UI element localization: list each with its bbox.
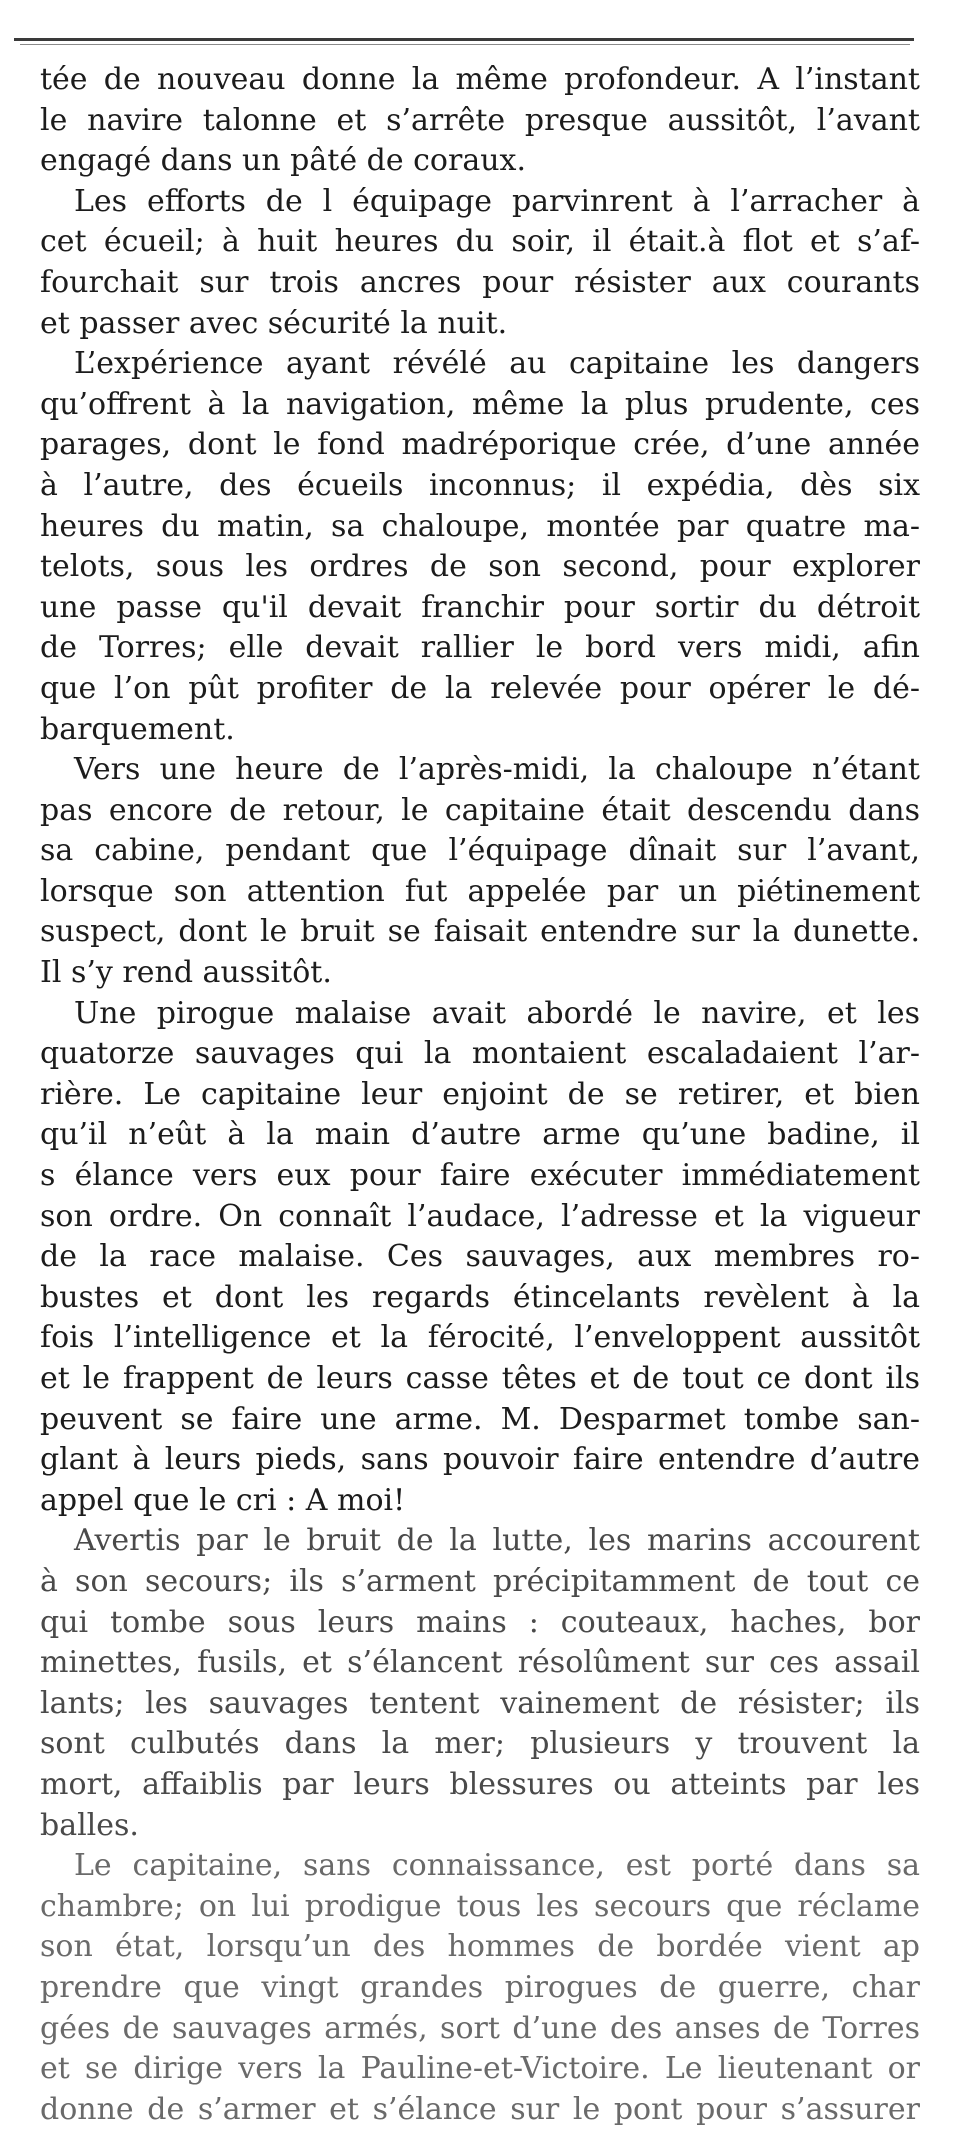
text-line: s élance vers eux pour faire exécuter immédiatement bbox=[40, 1158, 920, 1194]
top-rule bbox=[14, 38, 914, 41]
text-line: que l’on pût profiter de la relevée pour opérer le dé- bbox=[40, 670, 920, 706]
text-line: lorsque son attention fut appelée par un piétinement bbox=[40, 873, 920, 909]
text-line: sont culbutés dans la mer; plusieurs y trouvent la bbox=[40, 1726, 920, 1762]
text-line: donne de s’armer et s’élance sur le pont pour s’assurer bbox=[40, 2091, 920, 2127]
text-line: parages, dont le fond madréporique crée, d’une année bbox=[40, 427, 920, 463]
top-rule-thin bbox=[20, 44, 910, 45]
text-line: gées de sauvages armés, sort d’une des anses de Torres bbox=[40, 2010, 920, 2046]
text-line: telots, sous les ordres de son second, pour explorer bbox=[40, 549, 920, 585]
text-line: fois l’intelligence et la férocité, l’enveloppent aussitôt bbox=[40, 1320, 920, 1356]
text-line: chambre; on lui prodigue tous les secours que réclame bbox=[40, 1888, 920, 1924]
text-line: mort, affaiblis par leurs blessures ou atteints par les bbox=[40, 1766, 920, 1802]
text-line: son ordre. On connaît l’audace, l’adresse et la vigueur bbox=[40, 1198, 920, 1234]
text-line: de la race malaise. Ces sauvages, aux membres ro- bbox=[40, 1239, 920, 1275]
text-line: Le capitaine, sans connaissance, est porté dans sa bbox=[74, 1848, 920, 1884]
text-line: bustes et dont les regards étincelants revèlent à la bbox=[40, 1279, 920, 1315]
text-line: lants; les sauvages tentent vainement de résister; ils bbox=[40, 1685, 920, 1721]
text-line: et le frappent de leurs casse têtes et de tout ce dont ils bbox=[40, 1361, 920, 1396]
text-line: L’expérience ayant révélé au capitaine les dangers bbox=[74, 346, 920, 382]
text-line: qu’offrent à la navigation, même la plus prudente, ces bbox=[40, 386, 920, 422]
text-line: pas encore de retour, le capitaine était descendu dans bbox=[40, 792, 920, 828]
text-line: de Torres; elle devait rallier le bord vers midi, afin bbox=[40, 630, 920, 666]
text-line: Les efforts de l équipage parvinrent à l’arracher à bbox=[74, 183, 920, 219]
text-line: à l’autre, des écueils inconnus; il expédia, dès six bbox=[40, 467, 920, 503]
text-line: glant à leurs pieds, sans pouvoir faire entendre d’autre bbox=[40, 1442, 920, 1478]
text-line: à son secours; ils s’arment précipitamment de tout ce bbox=[40, 1563, 920, 1599]
text-line: le navire talonne et s’arrête presque aussitôt, l’avant bbox=[40, 102, 920, 138]
text-line: engagé dans un pâté de coraux. bbox=[40, 143, 526, 179]
text-line: heures du matin, sa chaloupe, montée par quatre ma- bbox=[40, 508, 920, 544]
text-line: cet écueil; à huit heures du soir, il était.à flot et s’af- bbox=[40, 224, 920, 260]
text-line: peuvent se faire une arme. M. Desparmet tombe san- bbox=[40, 1401, 920, 1437]
text-line: sa cabine, pendant que l’équipage dînait sur l’avant, bbox=[40, 833, 920, 869]
text-line: prendre que vingt grandes pirogues de guerre, char bbox=[40, 1969, 920, 2005]
text-line: minettes, fusils, et s’élancent résolûment sur ces assail bbox=[40, 1645, 920, 1681]
text-line: Il s’y rend aussitôt. bbox=[40, 955, 332, 991]
text-line: appel que le cri : A moi! bbox=[40, 1482, 406, 1518]
text-line: tée de nouveau donne la même profondeur. A l’instant bbox=[40, 62, 920, 97]
text-line: son état, lorsqu’un des hommes de bordée vient ap bbox=[40, 1929, 920, 1965]
text-line: suspect, dont le bruit se faisait entendre sur la dunette. bbox=[40, 914, 920, 950]
text-line: rière. Le capitaine leur enjoint de se retirer, et bien bbox=[40, 1076, 920, 1112]
text-line: et passer avec sécurité la nuit. bbox=[40, 305, 508, 341]
text-line: balles. bbox=[40, 1807, 139, 1843]
text-line: Vers une heure de l’après-midi, la chaloupe n’étant bbox=[74, 752, 920, 788]
text-line: et se dirige vers la Pauline-et-Victoire. Le lieutenant or bbox=[40, 2051, 920, 2087]
text-line: qu’il n’eût à la main d’autre arme qu’une badine, il bbox=[40, 1117, 920, 1153]
text-line: Avertis par le bruit de la lutte, les marins accourent bbox=[74, 1523, 920, 1559]
text-line: Une pirogue malaise avait abordé le navire, et les bbox=[74, 995, 920, 1031]
text-line: barquement. bbox=[40, 711, 235, 747]
text-line: quatorze sauvages qui la montaient escaladaient l’ar- bbox=[40, 1036, 920, 1072]
text-line: qui tombe sous leurs mains : couteaux, haches, bor bbox=[40, 1604, 920, 1640]
text-line: une passe qu'il devait franchir pour sortir du détroit bbox=[40, 589, 920, 625]
text-line: fourchait sur trois ancres pour résister aux courants bbox=[40, 264, 920, 300]
body-text bbox=[40, 60, 920, 2130]
